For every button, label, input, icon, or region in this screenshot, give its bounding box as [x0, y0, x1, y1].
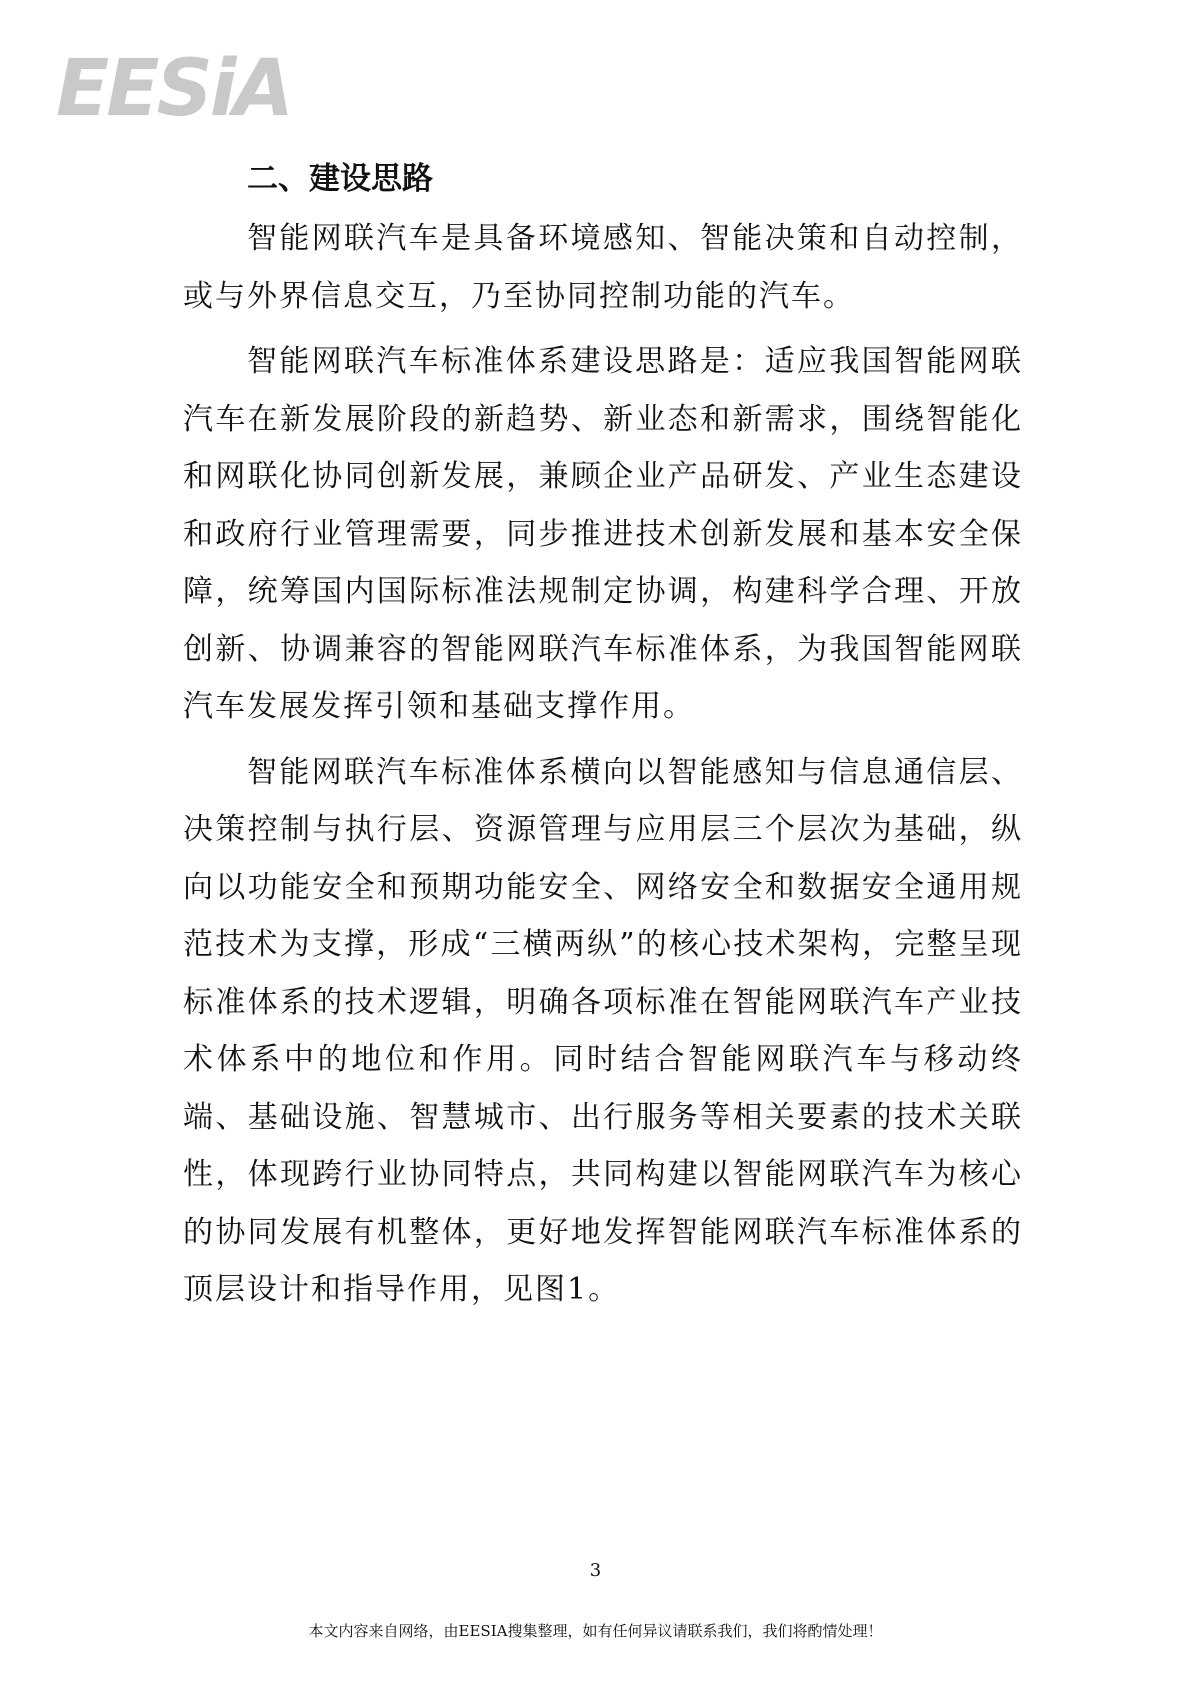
footer-note: 本文内容来自网络，由EESIA搜集整理，如有任何异议请联系我们，我们将酌情处理！	[308, 1622, 883, 1640]
document-body	[183, 148, 1023, 1327]
page-number: 3	[589, 1560, 602, 1581]
section-heading: 二、建设思路	[247, 161, 433, 197]
eesia-logo: EESiA	[56, 44, 291, 134]
paragraph-definition: 智能网联汽车是具备环境感知、智能决策和自动控制，或与外界信息交互，乃至协同控制功能的汽车。	[183, 221, 1023, 314]
paragraph-construction-approach: 智能网联汽车标准体系建设思路是：适应我国智能网联汽车在新发展阶段的新趋势、新业态和新需求，围绕智能化和网联化协同创新发展，兼顾企业产品研发、产业生态建设和政府行业管理需要，同步推进技术创新发展和基本安全保障，统筹国内国际标准法规制定协调，构建科学合理、开放创新、协调兼容的智能网联汽车标准体系，为我国智能网联汽车发展发挥引领和基础支撑作用。	[183, 344, 1023, 724]
paragraph-architecture: 智能网联汽车标准体系横向以智能感知与信息通信层、决策控制与执行层、资源管理与应用层三个层次为基础，纵向以功能安全和预期功能安全、网络安全和数据安全通用规范技术为支撑，形成“三横两纵”的核心技术架构，完整呈现标准体系的技术逻辑，明确各项标准在智能网联汽车产业技术体系中的地位和作用。同时结合智能网联汽车与移动终端、基础设施、智慧城市、出行服务等相关要素的技术关联性，体现跨行业协同特点，共同构建以智能网联汽车为核心的协同发展有机整体，更好地发挥智能网联汽车标准体系的顶层设计和指导作用，见图1。	[183, 754, 1023, 1307]
